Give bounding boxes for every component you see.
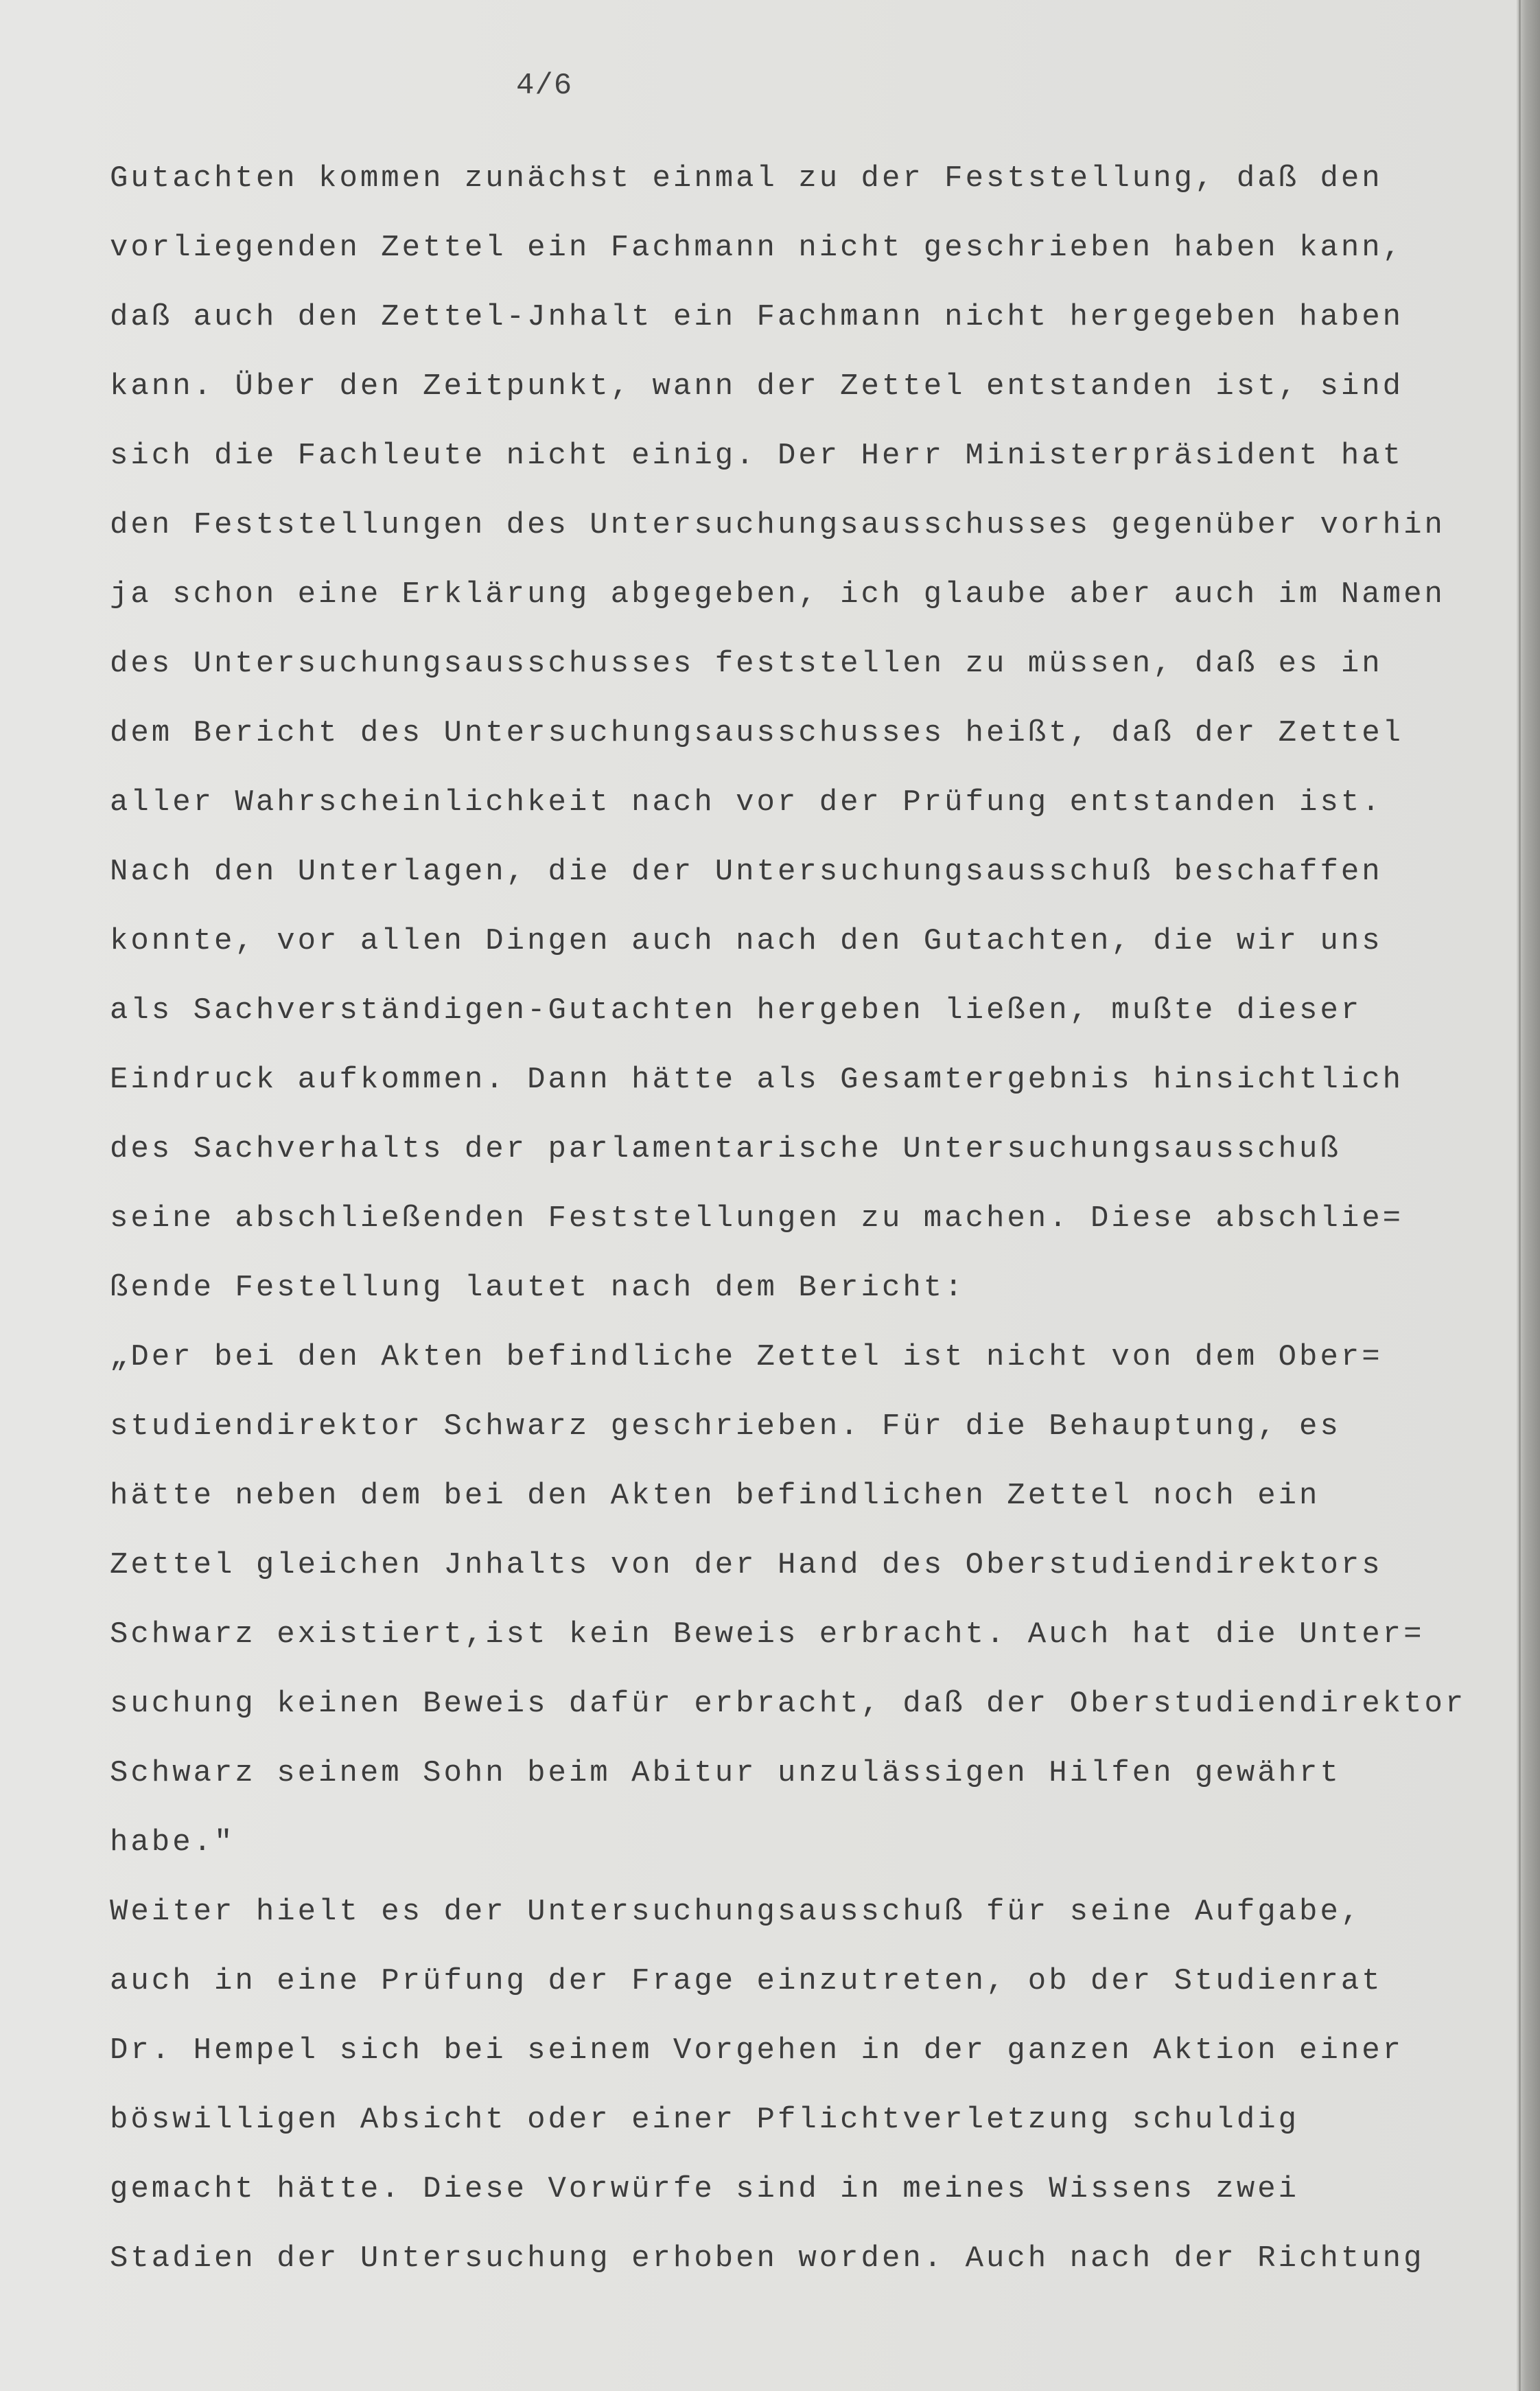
text-line: vorliegenden Zettel ein Fachmann nicht geschrieben haben kann, [110,231,1404,265]
page-number: 4/6 [516,69,573,103]
text-line: Schwarz existiert,ist kein Beweis erbracht. Auch hat die Unter= [110,1617,1425,1652]
text-line: konnte, vor allen Dingen auch nach den Gutachten, die wir uns [110,924,1383,958]
text-line: gemacht hätte. Diese Vorwürfe sind in meines Wissens zwei [110,2172,1300,2206]
page-edge-line [1519,0,1521,2391]
text-line: „Der bei den Akten befindliche Zettel ist nicht von dem Ober= [110,1340,1383,1374]
typewritten-body [110,144,1510,2294]
text-line: den Feststellungen des Untersuchungsausschusses gegenüber vorhin [110,508,1445,542]
text-line: dem Bericht des Untersuchungsausschusses heißt, daß der Zettel [110,716,1404,750]
text-line: des Sachverhalts der parlamentarische Untersuchungsausschuß [110,1132,1341,1166]
text-line: Stadien der Untersuchung erhoben worden. Auch nach der Richtung [110,2241,1425,2276]
text-line: Eindruck aufkommen. Dann hätte als Gesamtergebnis hinsichtlich [110,1063,1404,1097]
text-line: habe." [110,1825,235,1860]
text-line: des Untersuchungsausschusses feststellen zu müssen, daß es in [110,647,1383,681]
text-line: daß auch den Zettel-Jnhalt ein Fachmann nicht hergegeben haben [110,300,1404,334]
text-line: aller Wahrscheinlichkeit nach vor der Prüfung entstanden ist. [110,785,1383,820]
text-line: studiendirektor Schwarz geschrieben. Für die Behauptung, es [110,1409,1341,1444]
text-line: hätte neben dem bei den Akten befindlichen Zettel noch ein [110,1479,1320,1513]
text-line: Nach den Unterlagen, die der Untersuchungsausschuß beschaffen [110,855,1383,889]
text-line: Schwarz seinem Sohn beim Abitur unzulässigen Hilfen gewährt [110,1756,1341,1790]
text-line: Weiter hielt es der Untersuchungsausschuß für seine Aufgabe, [110,1895,1362,1929]
text-line: Dr. Hempel sich bei seinem Vorgehen in der ganzen Aktion einer [110,2033,1404,2068]
text-line: sich die Fachleute nicht einig. Der Herr Ministerpräsident hat [110,439,1404,473]
text-line: Gutachten kommen zunächst einmal zu der Feststellung, daß den [110,161,1383,196]
text-line: Zettel gleichen Jnhalts von der Hand des Oberstudiendirektors [110,1548,1383,1582]
text-line: ßende Festellung lautet nach dem Bericht: [110,1271,966,1305]
text-line: kann. Über den Zeitpunkt, wann der Zettel entstanden ist, sind [110,369,1404,404]
text-line: seine abschließenden Feststellungen zu machen. Diese abschlie= [110,1201,1404,1236]
text-line: suchung keinen Beweis dafür erbracht, daß der Oberstudiendirektor [110,1687,1467,1721]
text-line: ja schon eine Erklärung abgegeben, ich glaube aber auch im Namen [110,577,1445,612]
text-line: böswilligen Absicht oder einer Pflichtverletzung schuldig [110,2103,1300,2137]
text-line: auch in eine Prüfung der Frage einzutreten, ob der Studienrat [110,1964,1383,1998]
text-line: als Sachverständigen-Gutachten hergeben ließen, mußte dieser [110,993,1362,1028]
